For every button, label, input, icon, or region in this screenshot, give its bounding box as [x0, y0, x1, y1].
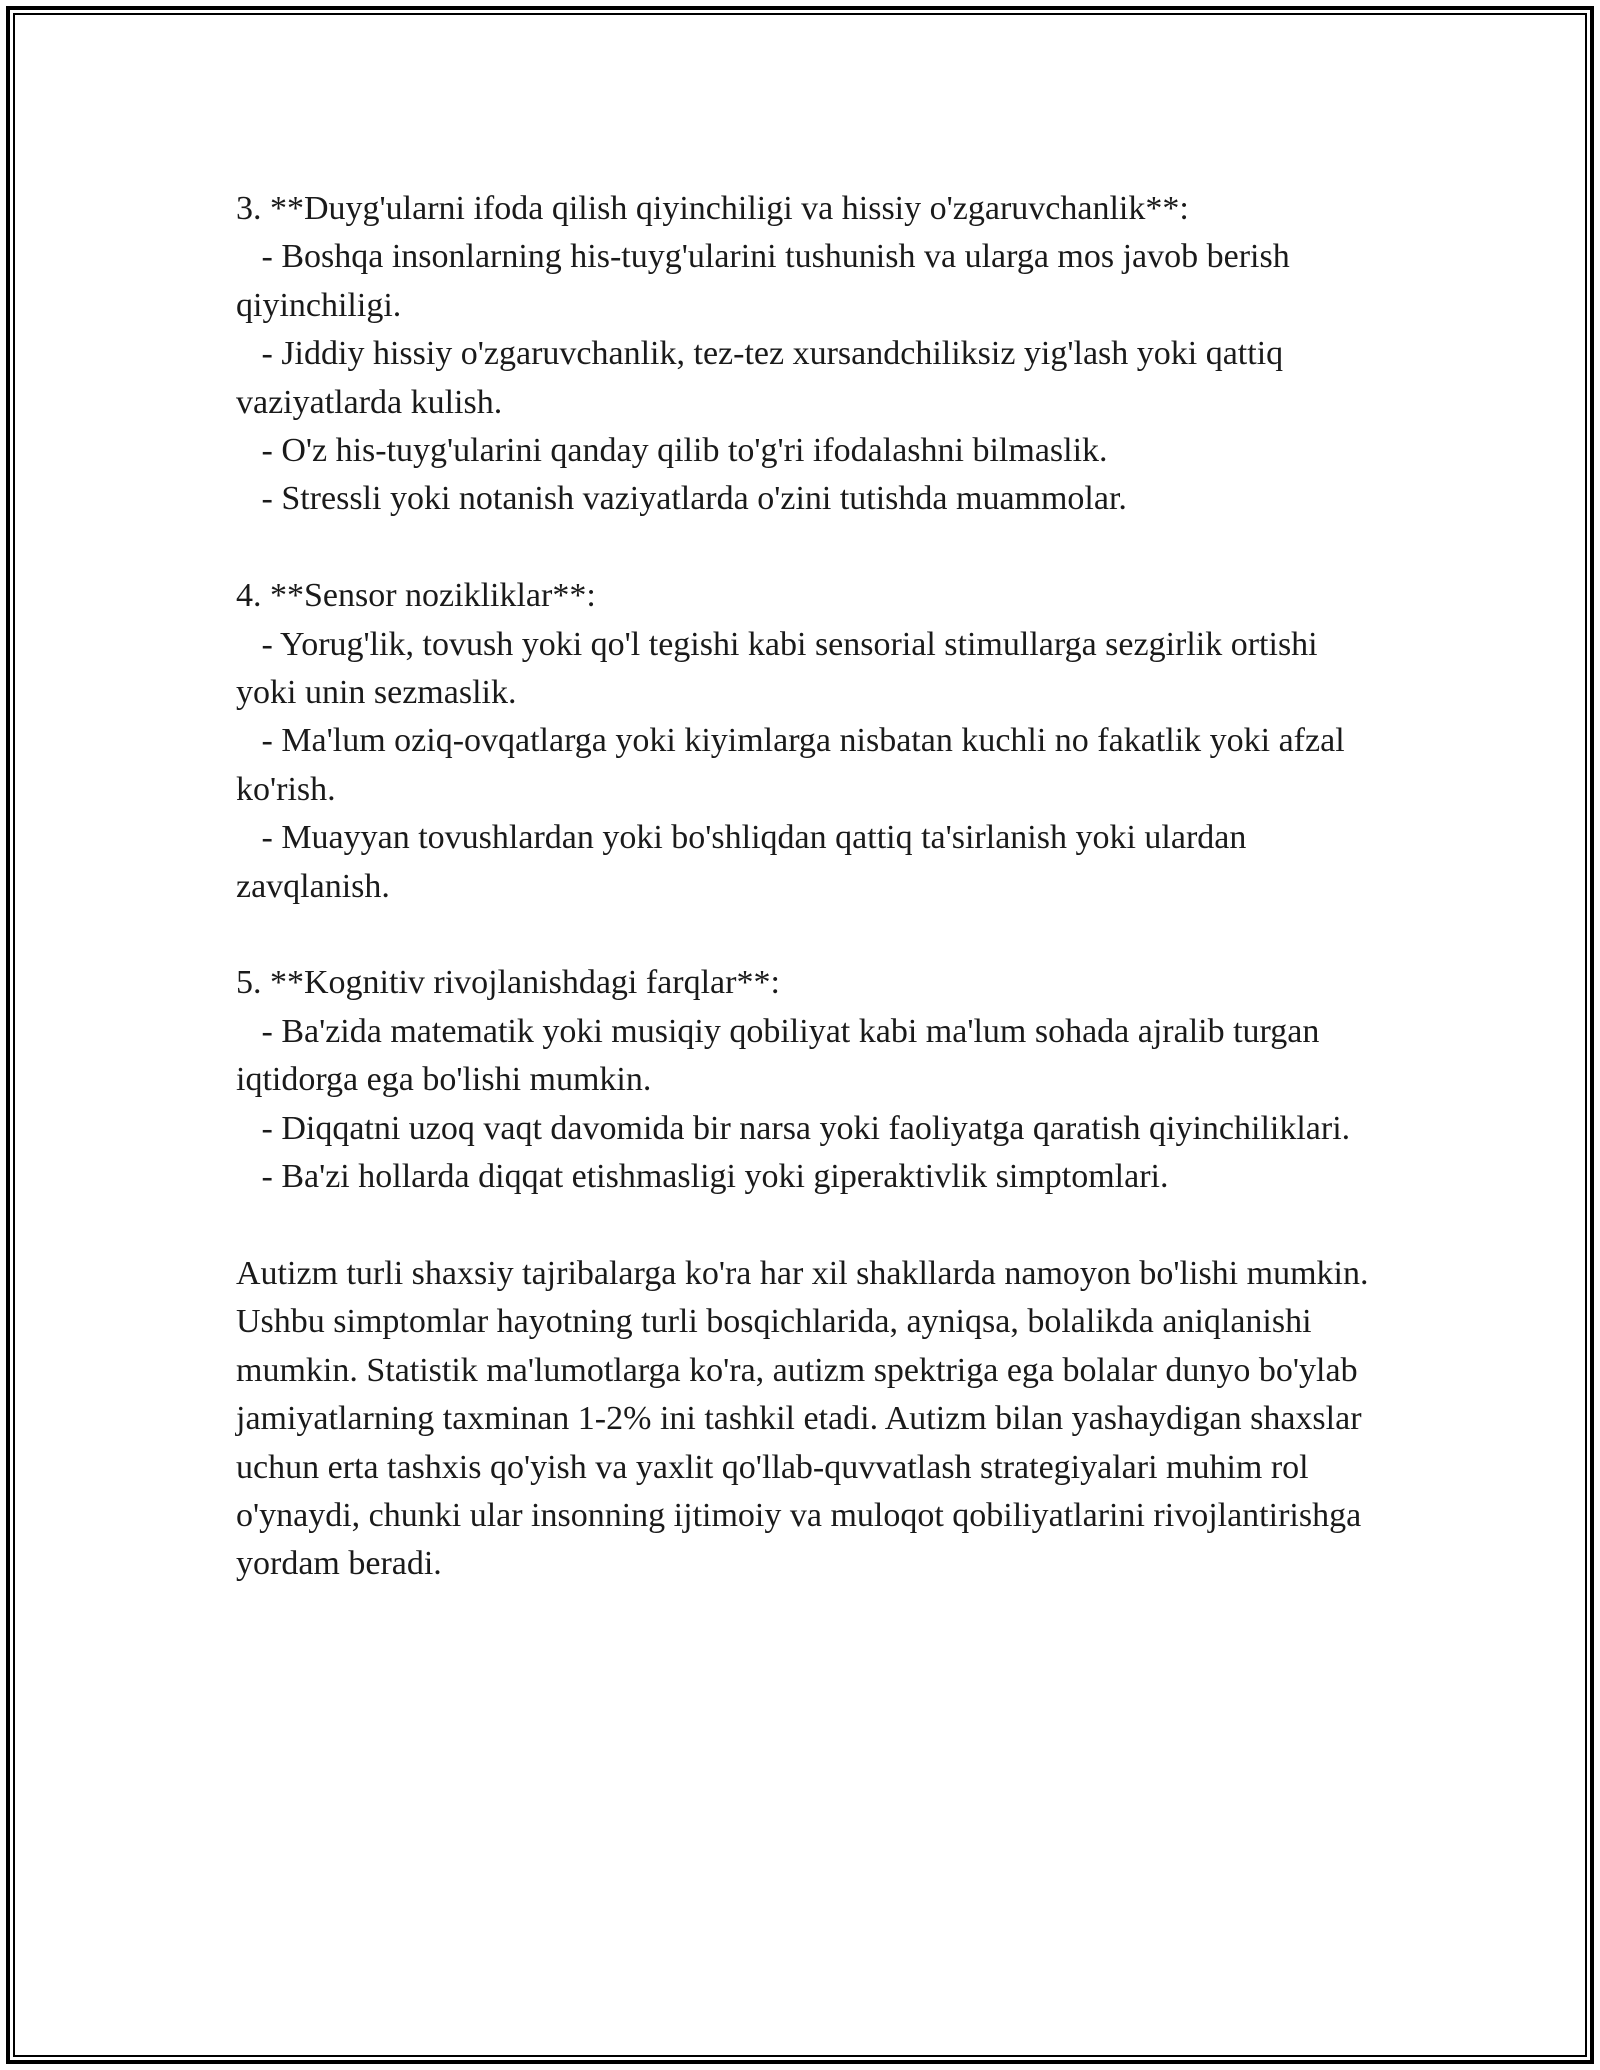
- section-4: [236, 572, 1386, 911]
- bullet-item: - Boshqa insonlarning his-tuyg'ularini tushunish va ularga mos javob berish qiyinchiligi.: [236, 238, 1299, 324]
- bullet-item: - Ma'lum oziq-ovqatlarga yoki kiyimlarga nisbatan kuchli no fakatlik yoki afzal ko'rish.: [236, 722, 1354, 808]
- bullet-item: - Ba'zi hollarda diqqat etishmasligi yoki giperaktivlik simptomlari.: [236, 1158, 1169, 1196]
- paragraph-spacer: [236, 911, 1386, 959]
- bullet-item: - Yorug'lik, tovush yoki qo'l tegishi kabi sensorial stimullarga sezgirlik ortishi yoki unin sezmaslik.: [236, 625, 1327, 712]
- bullet-item: - Muayyan tovushlardan yoki bo'shliqdan qattiq ta'sirlanish yoki ulardan zavqlanish.: [236, 819, 1255, 905]
- paragraph-spacer: [236, 524, 1386, 572]
- document-body: [236, 185, 1386, 1589]
- section-heading: 4. **Sensor nozikliklar**:: [236, 577, 596, 615]
- section-5: [236, 959, 1386, 1201]
- bullet-item: - Diqqatni uzoq vaqt davomida bir narsa yoki faoliyatga qaratish qiyinchiliklari.: [236, 1109, 1351, 1147]
- section-3: [236, 185, 1386, 524]
- section-heading: 3. **Duyg'ularni ifoda qilish qiyinchiligi va hissiy o'zgaruvchanlik**:: [236, 190, 1189, 227]
- bullet-item: - O'z his-tuyg'ularini qanday qilib to'g'ri ifodalashni bilmaslik.: [236, 432, 1108, 470]
- paragraph-spacer: [236, 1202, 1386, 1250]
- section-heading: 5. **Kognitiv rivojlanishdagi farqlar**:: [236, 964, 780, 1002]
- conclusion-paragraph: Autizm turli shaxsiy tajribalarga ko'ra har xil shakllarda namoyon bo'lishi mumkin. Ushbu simptomlar hayotning turli bosqichlarida, ayniqsa, bolalikda aniqlanishi mumkin. Statistik ma'lumotlarga ko'ra, autizm spektriga ega bolalar dunyo bo'ylab jamiyatlarning taxminan 1-2% ini tashkil etadi. Autizm bilan yashaydigan shaxslar uchun erta tashxis qo'yish va yaxlit qo'llab-quvvatlash strategiyalari muhim rol o'ynaydi, chunki ular insonning ijtimoiy va muloqot qobiliyatlarini rivojlantirishga yordam beradi.: [236, 1254, 1377, 1583]
- bullet-item: - Ba'zida matematik yoki musiqiy qobiliyat kabi ma'lum sohada ajralib turgan iqtidorga ega bo'lishi mumkin.: [236, 1012, 1328, 1099]
- bullet-item: - Stressli yoki notanish vaziyatlarda o'zini tutishda muammolar.: [236, 480, 1127, 518]
- bullet-item: - Jiddiy hissiy o'zgaruvchanlik, tez-tez xursandchiliksiz yig'lash yoki qattiq vaziyatlarda kulish.: [236, 335, 1292, 421]
